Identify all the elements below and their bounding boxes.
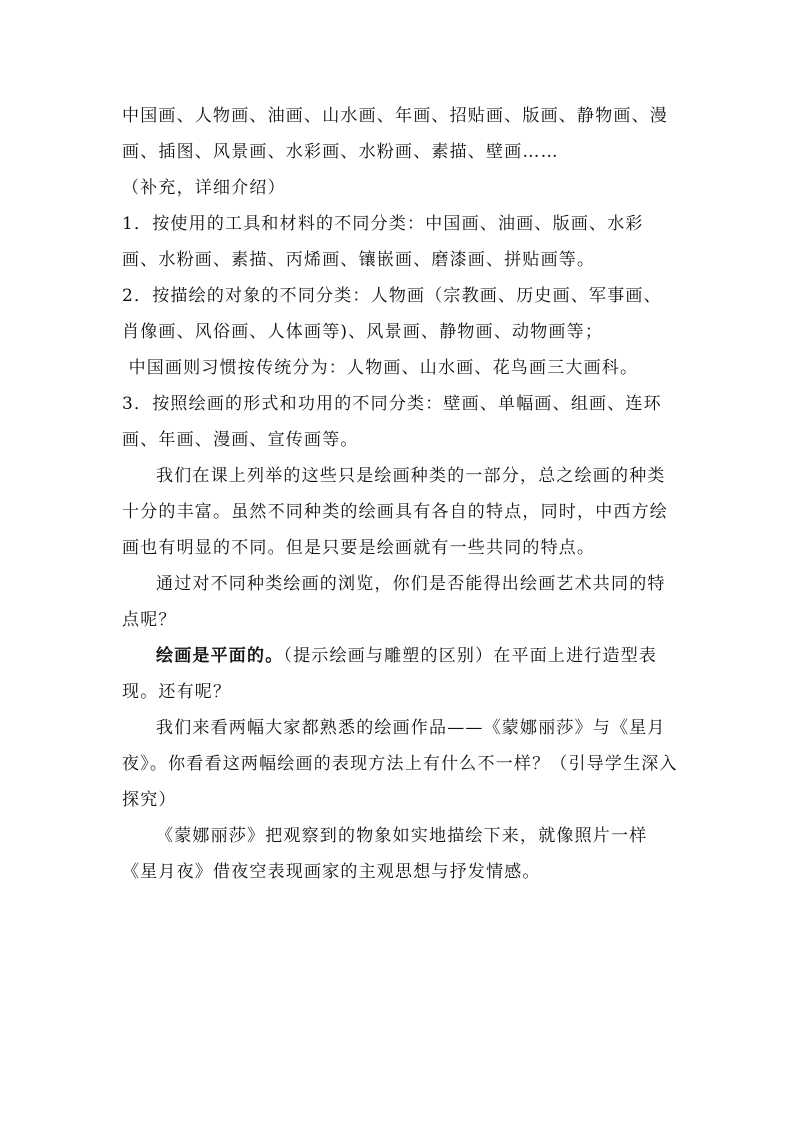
paragraph-starry-night: 《星月夜》借夜空表现画家的主观思想与抒发情感。 <box>122 862 541 882</box>
painting-types-list: 中国画、人物画、油画、山水画、年画、招贴画、版画、静物画、漫画、插图、风景画、水彩画、水粉画、素描、壁画…… <box>122 106 668 162</box>
paragraph-mona-lisa: 《蒙娜丽莎》把观察到的物象如实地描绘下来，就像照片一样 <box>156 826 648 846</box>
classification-by-subject: 2．按描绘的对象的不同分类：人物画（宗教画、历史画、军事画、肖像画、风俗画、人体画等)、风景画、静物画、动物画等； <box>122 286 662 342</box>
paragraph-flat <box>122 638 678 710</box>
classification-by-form: 3．按照绘画的形式和功用的不同分类：壁画、单幅画、组画、连环画、年画、漫画、宣传画等。 <box>122 394 662 450</box>
supplement-note: （补充，详细介绍） <box>122 178 286 198</box>
paragraph-two-works: 我们来看两幅大家都熟悉的绘画作品——《蒙娜丽莎》与《星月夜》。你看看这两幅绘画的表现方法上有什么不一样？（引导学生深入探究） <box>122 718 678 810</box>
key-point-rest: （提示绘画与雕塑的区别）在平面上进行造型表现。还有呢？ <box>122 646 658 702</box>
key-point-bold: 绘画是平面的。 <box>156 646 284 666</box>
chinese-painting-categories: 中国画则习惯按传统分为：人物画、山水画、花鸟画三大画科。 <box>122 358 639 378</box>
paragraph-variety: 我们在课上列举的这些只是绘画种类的一部分，总之绘画的种类十分的丰富。虽然不同种类的绘画具有各自的特点，同时，中西方绘画也有明显的不同。但是只要是绘画就有一些共同的特点。 <box>122 466 668 558</box>
document-body <box>122 98 678 890</box>
paragraph-question: 通过对不同种类绘画的浏览，你们是否能得出绘画艺术共同的特点呢？ <box>122 574 666 630</box>
classification-by-material: 1．按使用的工具和材料的不同分类：中国画、油画、版画、水彩画、水粉画、素描、丙烯画、镶嵌画、磨漆画、拼贴画等。 <box>122 214 644 270</box>
